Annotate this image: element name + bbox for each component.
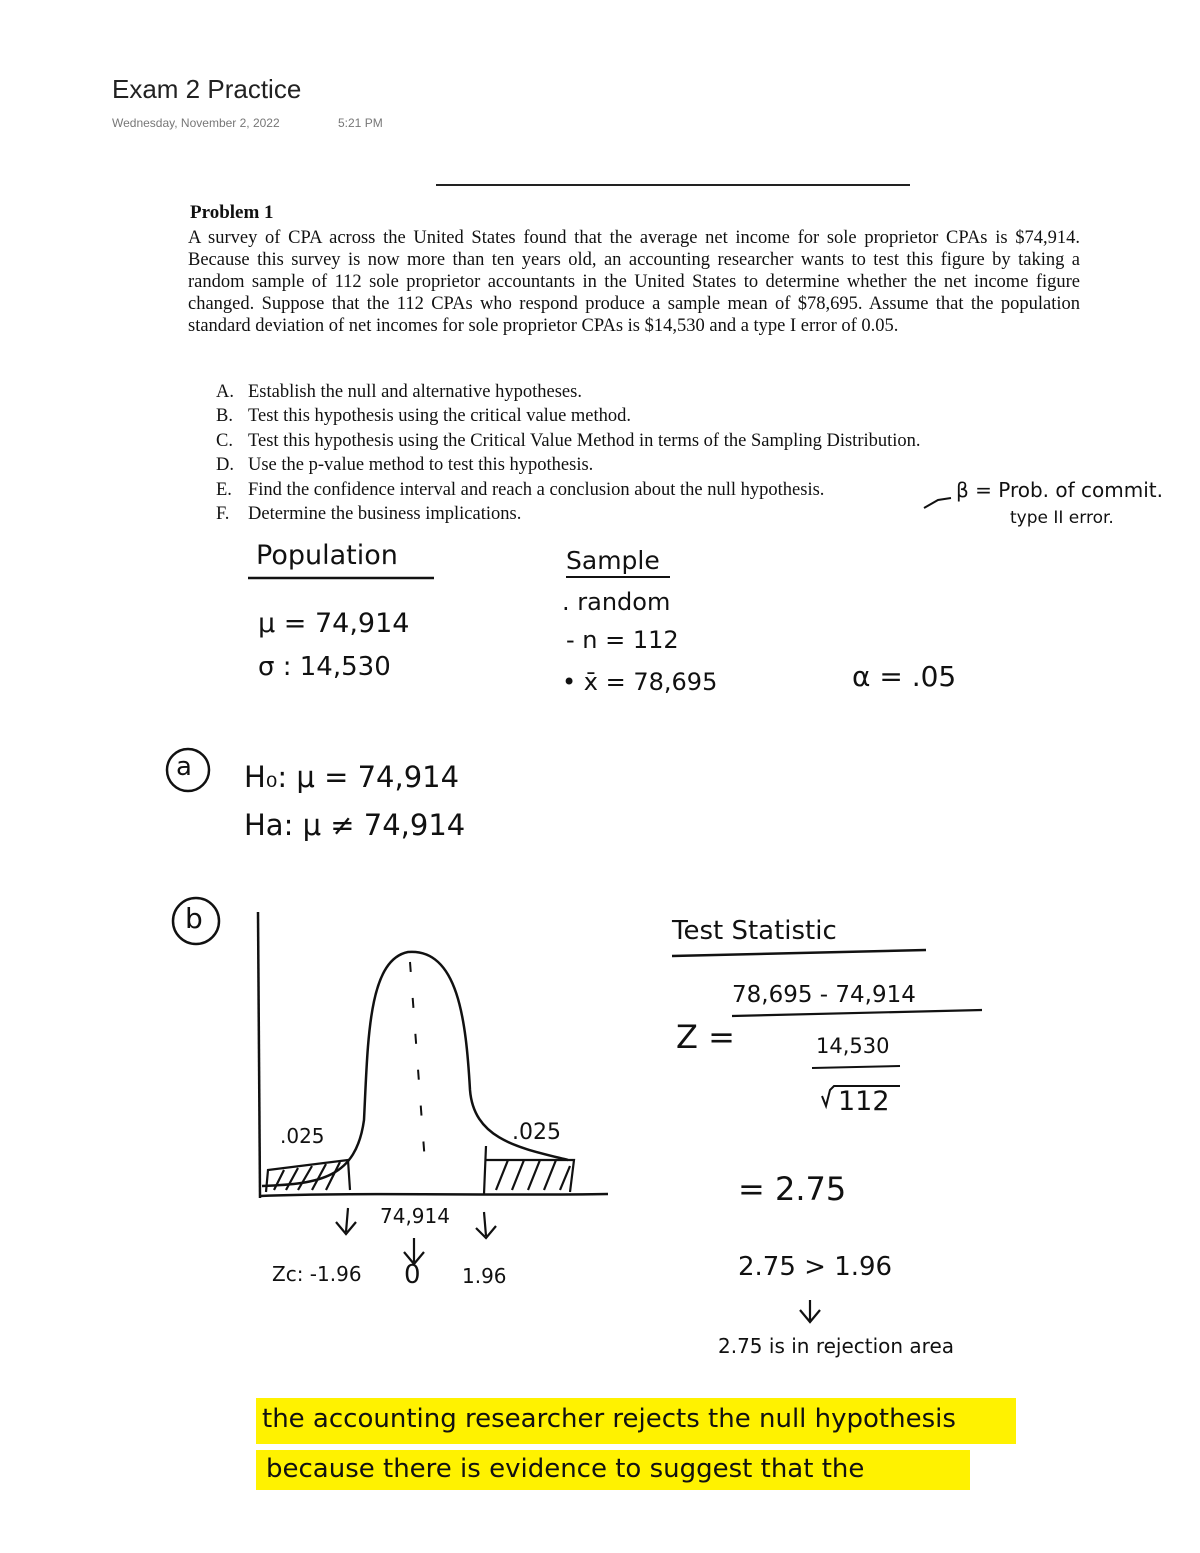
sample-size: - n = 112 [566, 626, 679, 654]
beta-note-line2: type II error. [1010, 508, 1114, 528]
z-denominator-sigma: 14,530 [816, 1034, 890, 1058]
sketch-center-dashed-line [410, 962, 426, 1176]
task-item [216, 478, 921, 502]
page-title: Exam 2 Practice [112, 74, 302, 104]
sketch-vertical-axis [258, 912, 260, 1198]
sketch-curve [262, 952, 568, 1186]
critical-z-right: 1.96 [462, 1264, 507, 1288]
rejection-note: 2.75 is in rejection area [718, 1334, 955, 1358]
task-text: Establish the null and alternative hypotheses. [248, 382, 582, 402]
population-sigma: σ : 14,530 [258, 652, 391, 682]
task-item [216, 453, 921, 477]
z-denominator-n: 112 [838, 1086, 890, 1117]
right-tail-area: .025 [512, 1120, 561, 1145]
compare-arrow [800, 1300, 820, 1322]
alternative-hypothesis: Ha: μ ≠ 74,914 [244, 808, 466, 842]
sample-random: . random [562, 588, 671, 616]
left-rejection-region [266, 1160, 350, 1192]
sample-mean: • x̄ = 78,695 [562, 668, 718, 696]
alpha-value: α = .05 [852, 660, 957, 693]
part-b-label: b [185, 902, 203, 935]
z-label: Z = [676, 1018, 735, 1056]
z-numerator: 78,695 - 74,914 [732, 982, 916, 1008]
page-date: Wednesday, November 2, 2022 [112, 116, 280, 130]
problem-task-list [216, 380, 921, 526]
task-letter: B. [216, 406, 233, 427]
z-comparison: 2.75 > 1.96 [738, 1252, 893, 1282]
task-letter: F. [216, 504, 230, 525]
z-value: = 2.75 [738, 1170, 847, 1208]
left-critical-arrow [336, 1208, 356, 1234]
task-text: Find the confidence interval and reach a conclusion about the null hypothesis. [248, 479, 825, 500]
task-letter: C. [216, 430, 233, 451]
task-text: Test this hypothesis using the critical value method. [248, 406, 632, 427]
fraction-bar [732, 1010, 982, 1016]
sigma-underline [812, 1066, 900, 1068]
critical-z-left: Zc: -1.96 [272, 1262, 362, 1286]
population-heading: Population [256, 540, 398, 571]
task-text: Test this hypothesis using the Critical Value Method in terms of the Sampling Distribution. [248, 430, 921, 451]
task-letter: D. [216, 455, 234, 476]
null-hypothesis: H₀: μ = 74,914 [244, 760, 460, 794]
task-item [216, 404, 921, 428]
problem-body: A survey of CPA across the United States found that the average net income for sole proprietor CPAs is $74,914. Because this survey is now more than ten years old, an accounting researcher wants to test this figure by taking a random sample of 112 sole proprietor accountants in the United States to determine whether the net income figure changed. Suppose that the 112 CPAs who respond produce a sample mean of $78,695. Assume that the population standard deviation of net incomes for sole proprietor CPAs is $14,530 and a type I error of 0.05. [188, 228, 1080, 336]
test-stat-underline [672, 950, 926, 956]
right-critical-arrow [476, 1212, 496, 1238]
page-time: 5:21 PM [338, 116, 383, 130]
task-text: Use the p-value method to test this hypothesis. [248, 455, 594, 476]
beta-note-line1: β = Prob. of commit. [956, 478, 1163, 502]
left-tail-area: .025 [280, 1124, 325, 1148]
problem-heading: Problem 1 [190, 202, 274, 223]
sample-heading: Sample [566, 546, 660, 575]
beta-arrow [924, 498, 951, 508]
sketch-horizontal-axis [260, 1194, 608, 1196]
right-rejection-region [484, 1146, 574, 1194]
curve-center-value: 74,914 [380, 1204, 450, 1228]
conclusion-line-2: because there is evidence to suggest that the [266, 1454, 865, 1484]
task-item [216, 380, 921, 404]
task-item [216, 502, 921, 526]
test-statistic-heading: Test Statistic [672, 916, 837, 946]
task-text: Determine the business implications. [248, 504, 522, 525]
task-letter: A. [216, 382, 234, 402]
task-letter: E. [216, 479, 232, 500]
task-item [216, 429, 921, 453]
population-mean: μ = 74,914 [258, 608, 410, 639]
part-a-label: a [176, 752, 192, 782]
conclusion-line-1: the accounting researcher rejects the null hypothesis [262, 1404, 956, 1434]
critical-z-zero: 0 [404, 1260, 421, 1290]
